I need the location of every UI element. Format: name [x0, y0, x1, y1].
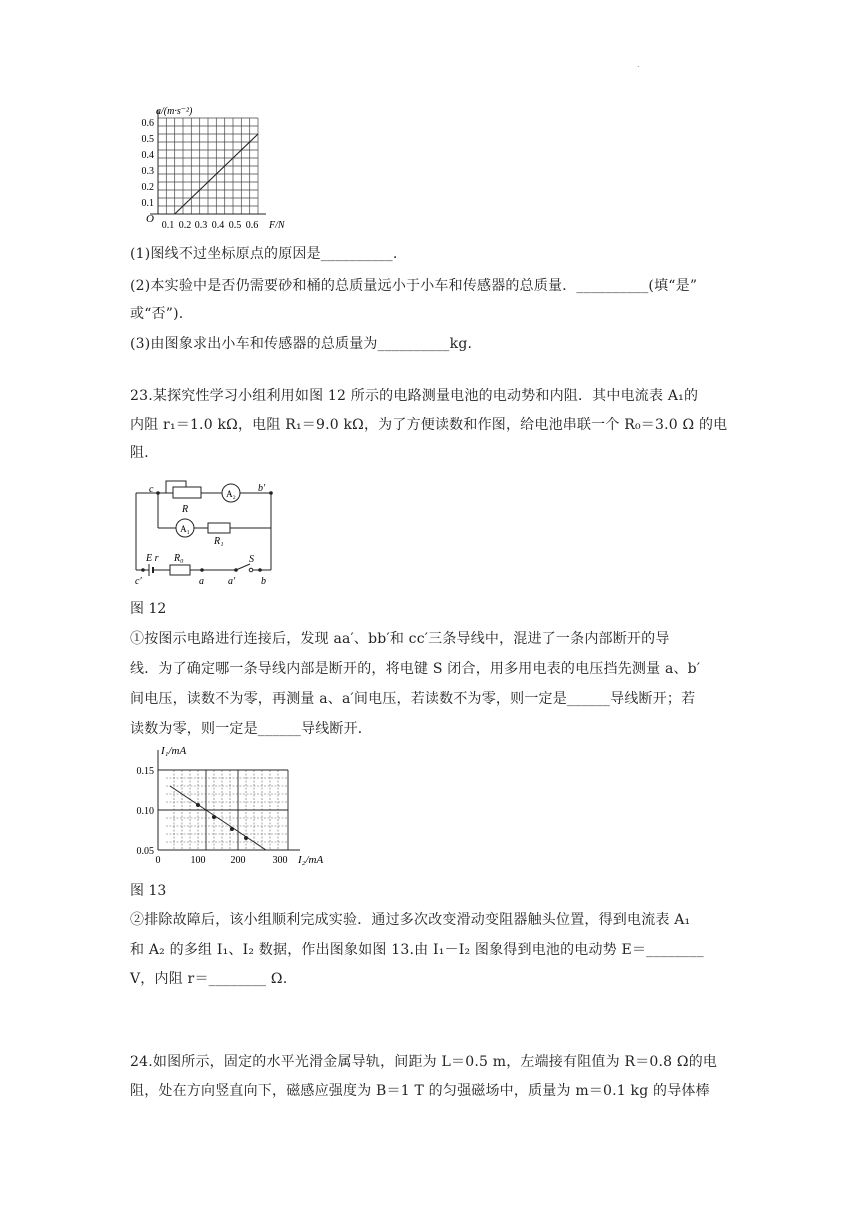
grid-lines	[158, 118, 258, 214]
q23-intro-line1: 23.某探究性学习小组利用如图 12 所示的电路测量电池的电动势和内阻．其中电流表 A₁的	[130, 388, 699, 404]
x-axis-label: F/N	[269, 220, 285, 231]
label-b-prime: b′	[258, 483, 266, 494]
x-tick: 0.5	[228, 220, 242, 231]
x-tick: 100	[190, 855, 206, 866]
label-A1: A₁	[180, 524, 190, 534]
x-tick: 0.3	[194, 220, 208, 231]
label-c: c	[149, 484, 154, 495]
y-tick: 0.4	[141, 150, 154, 161]
q23-intro-line2: 内阻 r₁＝1.0 kΩ，电阻 R₁＝9.0 kΩ，为了方便读数和作图，给电池串联一个 R₀＝3.0 Ω 的电	[130, 417, 728, 433]
resistor-R1	[208, 523, 230, 533]
y-tick: 0.6	[141, 118, 154, 129]
y-tick: 0.15	[136, 766, 154, 777]
label-a: a	[199, 576, 204, 587]
x-tick: 0.4	[211, 220, 225, 231]
rheostat-R	[173, 487, 201, 498]
q23-step1-line1: ①按图示电路进行连接后，发现 aa′、bb′和 cc′三条导线中，混进了一条内部断开的导	[130, 631, 670, 647]
x-tick: 200	[230, 855, 246, 866]
a-f-graph	[128, 104, 298, 232]
y-axis-label: I₁/mA	[161, 745, 187, 757]
label-A2: A₂	[226, 489, 236, 499]
q22-part3: (3)由图象求出小车和传感器的总质量为__________kg.	[130, 336, 473, 352]
q23-step2-line1: ②排除故障后，该小组顺利完成实验．通过多次改变滑动变阻器触头位置，得到电流表 A₁	[130, 912, 691, 928]
label-b: b	[261, 576, 266, 587]
label-S: S	[249, 554, 254, 565]
resistor-R0	[170, 565, 190, 575]
q23-step2-line2: 和 A₂ 的多组 I₁、I₂ 数据，作出图象如图 13.由 I₁－I₂ 图象得到电池的电动势 E＝________	[130, 942, 704, 958]
q22-part1: (1)图线不过坐标原点的原因是__________.	[130, 246, 398, 262]
x-axis-label: I₂/mA	[298, 854, 324, 866]
x-tick: 0.1	[161, 220, 175, 231]
y-axis-label: a/(m·s⁻²)	[156, 106, 193, 117]
fig13-caption: 图 13	[130, 883, 167, 899]
q22-part2-line1: (2)本实验中是否仍需要砂和桶的总质量远小于小车和传感器的总质量．__________(填“是”	[130, 278, 698, 294]
y-tick: 0.2	[141, 182, 154, 193]
label-Er: E r	[146, 553, 159, 564]
label-R0: R₀	[174, 553, 184, 564]
q23-step1-line2: 线．为了确定哪一条导线内部是断开的，将电键 S 闭合，用多用电表的电压挡先测量 a、b′	[130, 661, 701, 677]
origin-label: O	[146, 213, 154, 225]
q23-intro-line3: 阻．	[130, 445, 159, 461]
q24-line2: 阻，处在方向竖直向下，磁感应强度为 B＝1 T 的匀强磁场中，质量为 m＝0.1 kg 的导体棒	[130, 1083, 710, 1099]
i1-i2-graph	[128, 744, 338, 868]
circuit-diagram	[128, 476, 278, 588]
label-R1: R₁	[214, 536, 224, 547]
y-tick: 0.10	[136, 806, 154, 817]
y-tick: 0.3	[141, 166, 154, 177]
q23-step1-line4: 读数为零，则一定是______导线断开．	[130, 721, 372, 737]
q23-step2-line3: V，内阻 r＝________ Ω.	[130, 971, 288, 987]
y-tick: 0.05	[136, 846, 154, 857]
label-a-prime: a′	[228, 576, 236, 587]
x-tick: 0.6	[245, 220, 259, 231]
label-R: R	[182, 504, 189, 515]
x-tick: 0	[155, 855, 161, 866]
page-mark: .	[637, 60, 640, 69]
y-tick: 0.1	[141, 198, 154, 209]
label-c-prime: c′	[135, 576, 142, 587]
q23-step1-line3: 间电压，读数不为零，再测量 a、a′间电压，若读数不为零，则一定是______导线断开；若	[130, 691, 696, 707]
x-tick: 300	[272, 855, 288, 866]
y-tick: 0.5	[141, 134, 154, 145]
q24-line1: 24.如图所示，固定的水平光滑金属导轨，间距为 L＝0.5 m，左端接有阻值为 R＝0.8 Ω的电	[130, 1054, 718, 1070]
fig12-caption: 图 12	[130, 601, 167, 617]
x-tick: 0.2	[178, 220, 192, 231]
q22-part2-line2: 或“否”).	[130, 306, 184, 322]
